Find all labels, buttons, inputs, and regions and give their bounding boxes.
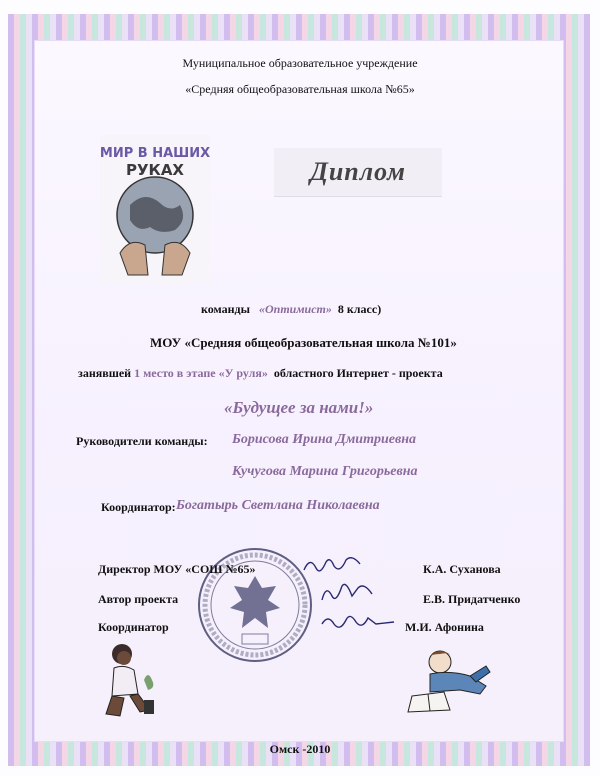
boy-reading-illustration <box>400 646 492 718</box>
header-line-2: «Средняя общеобразовательная школа №65» <box>185 82 415 96</box>
handwritten-signature-3 <box>318 608 398 634</box>
signature-role-director: Директор МОУ «СОШ №65» <box>98 562 256 576</box>
diploma-title-plate <box>274 148 442 196</box>
footer-city-year: Омск -2010 <box>269 742 331 756</box>
logo-text-1: МИР В НАШИХ <box>100 146 210 161</box>
leader-2: Кучугова Марина Григорьевна <box>232 464 418 479</box>
team-prefix: команды <box>201 302 250 316</box>
place-prefix: занявшей <box>78 366 132 380</box>
place-suffix: областного Интернет - проекта <box>273 366 443 380</box>
globe-in-hands-logo <box>100 135 210 283</box>
team-name: «Оптимист» <box>258 302 332 316</box>
team-line <box>201 302 381 317</box>
place-line <box>78 366 443 381</box>
leader-1: Борисова Ирина Дмитриевна <box>232 432 417 447</box>
coordinator-name: Богатырь Светлана Николаевна <box>176 498 380 513</box>
leaders-label: Руководители команды: <box>76 434 208 448</box>
school-line: МОУ «Средняя общеобразовательная школа №101» <box>150 335 457 350</box>
girl-illustration <box>100 640 162 720</box>
signature-role-author: Автор проекта <box>98 592 179 606</box>
signature-role-coordinator: Координатор <box>98 620 169 634</box>
logo-text-2: РУКАХ <box>126 161 184 179</box>
signature-name-coordinator: М.И. Афонина <box>405 620 484 634</box>
signature-name-author: Е.В. Придатченко <box>423 592 521 606</box>
handwritten-signature-2 <box>318 578 378 608</box>
diploma-title: Диплом <box>310 157 406 186</box>
project-title: «Будущее за нами!» <box>224 398 374 417</box>
signature-name-director: К.А. Суханова <box>423 562 501 576</box>
coordinator-label: Координатор: <box>101 500 176 514</box>
place-text: 1 место в этапе «У руля» <box>134 366 268 380</box>
team-suffix: 8 класс) <box>337 302 382 316</box>
handwritten-signature-1 <box>300 552 370 580</box>
header-line-1: Муниципальное образовательное учреждение <box>182 56 418 70</box>
